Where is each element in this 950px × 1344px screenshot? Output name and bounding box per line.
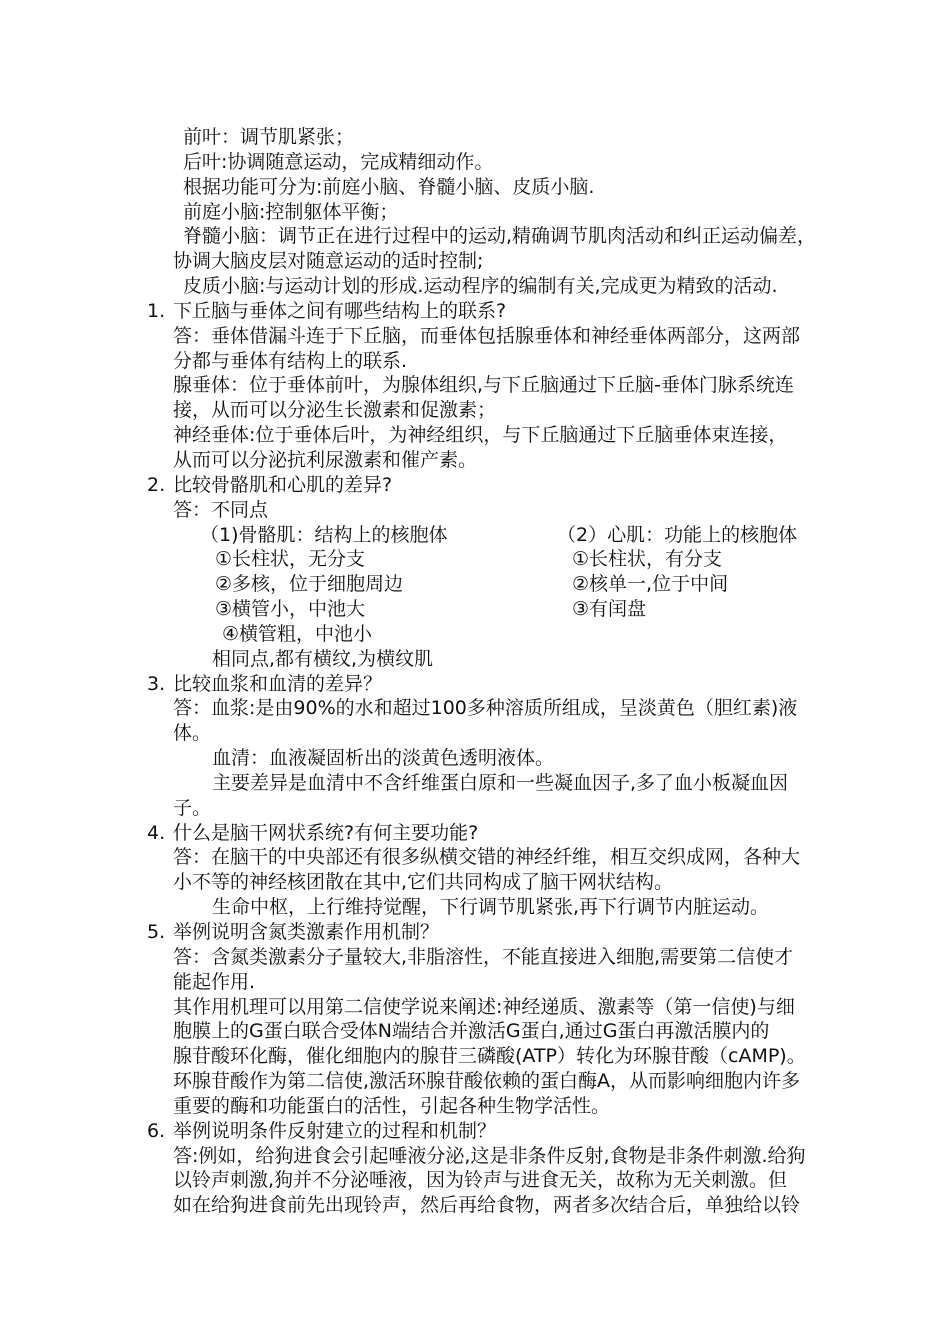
question-text: 下丘脑与垂体之间有哪些结构上的联系? [173, 299, 507, 322]
answer-line: 如在给狗进食前先出现铃声，然后再给食物，两者多次结合后，单独给以铃 [173, 1194, 801, 1217]
answer-line: 生命中枢，上行维持觉醒，下行调节肌紧张,再下行调节内脏运动。 [212, 896, 770, 919]
skeletal-muscle-item: ④横管粗，中池小 [222, 622, 373, 645]
answer-line: 血清：血液凝固析出的淡黄色透明液体。 [212, 747, 555, 770]
question-title [0, 299, 950, 324]
answer-line: 腺垂体：位于垂体前叶，为腺体组织,与下丘脑通过下丘脑-垂体门脉系统连 [173, 374, 794, 397]
comparison-row [0, 547, 950, 572]
answer-line: 小不等的神经核团散在其中,它们共同构成了脑干网状结构。 [173, 871, 674, 894]
question-text: 什么是脑干网状系统?有何主要功能? [173, 821, 479, 844]
question-number: 6. [147, 1119, 166, 1142]
comparison-row [0, 597, 950, 622]
answer-line: 腺苷酸环化酶，催化细胞内的腺苷三磷酸(ATP）转化为环腺苷酸（cAMP)。 [173, 1045, 806, 1068]
intro-line: 前庭小脑:控制躯体平衡； [183, 200, 399, 223]
answer-line: 其作用机理可以用第二信使学说来阐述:神经递质、激素等（第一信使)与细 [173, 995, 795, 1018]
answer-line: 环腺苷酸作为第二信使,激活环腺苷酸依赖的蛋白酶A，从而影响细胞内许多 [173, 1070, 801, 1093]
answer-line: 重要的酶和功能蛋白的活性，引起各种生物学活性。 [173, 1094, 611, 1117]
skeletal-muscle-item: ②多核，位于细胞周边 [215, 573, 404, 596]
comparison-row [0, 622, 950, 647]
question-title [0, 1119, 950, 1144]
question-text: 比较血浆和血清的差异？ [173, 672, 383, 695]
cardiac-muscle-heading: （2）心肌：功能上的核胞体 [557, 523, 798, 546]
document-page [0, 125, 950, 1218]
similarity-line: 相同点,都有横纹,为横纹肌 [212, 647, 434, 670]
question-title [0, 821, 950, 846]
intro-line: 协调大脑皮层对随意运动的适时控制; [173, 250, 484, 273]
answer-line: 答：在脑干的中央部还有很多纵横交错的神经纤维，相互交织成网，各种大 [173, 846, 801, 869]
intro-line: 后叶:协调随意运动，完成精细动作。 [183, 150, 494, 173]
intro-line: 前叶：调节肌紧张； [183, 126, 355, 148]
answer-line: 神经垂体:位于垂体后叶，为神经组织，与下丘脑通过下丘脑垂体束连接， [173, 424, 788, 447]
question-number: 1. [147, 299, 166, 322]
skeletal-muscle-item: ③横管小，中池大 [215, 598, 366, 621]
intro-line: 根据功能可分为:前庭小脑、脊髓小脑、皮质小脑. [183, 175, 595, 198]
cardiac-muscle-item: ③有闰盘 [572, 598, 647, 621]
answer-line: 接，从而可以分泌生长激素和促激素； [173, 399, 497, 422]
question-number: 4. [147, 821, 166, 844]
question-text: 举例说明含氮类激素作用机制？ [173, 921, 440, 943]
question-title [0, 473, 950, 498]
answer-line: 答：含氮类激素分子量较大,非脂溶性，不能直接进入细胞,需要第二信使才 [173, 945, 794, 968]
comparison-row [0, 572, 950, 597]
question-number: 5. [147, 921, 166, 943]
answer-line: 主要差异是血清中不含纤维蛋白原和一些凝血因子,多了血小板凝血因 [212, 771, 789, 794]
answer-line: 答：垂体借漏斗连于下丘脑，而垂体包括腺垂体和神经垂体两部分，这两部 [173, 324, 801, 347]
comparison-headings [0, 523, 950, 548]
answer-line: 体。 [173, 722, 212, 745]
answer-line: 分都与垂体有结构上的联系. [173, 349, 408, 372]
question-number: 2. [147, 473, 166, 496]
question-title [0, 672, 950, 697]
answer-line: 子。 [173, 796, 212, 819]
answer-line: 答：血浆:是由90%的水和超过100多种溶质所组成，呈淡黄色（胆红素)液 [173, 697, 798, 720]
question-text: 比较骨骼肌和心肌的差异? [173, 473, 393, 496]
question-title [0, 920, 950, 945]
answer-line: 答:例如，给狗进食会引起唾液分泌,这是非条件反射,食物是非条件刺激.给狗 [173, 1144, 806, 1167]
skeletal-muscle-heading: （1)骨骼肌：结构上的核胞体 [200, 523, 448, 546]
skeletal-muscle-item: ①长柱状，无分支 [215, 548, 366, 571]
answer-line: 能起作用. [173, 970, 256, 993]
question-text: 举例说明条件反射建立的过程和机制？ [173, 1119, 497, 1142]
answer-line: 胞膜上的G蛋白联合受体N端结合并激活G蛋白,通过G蛋白再激活膜内的 [173, 1020, 770, 1043]
cardiac-muscle-item: ②核单一,位于中间 [572, 573, 729, 596]
intro-line: 脊髓小脑：调节正在进行过程中的运动,精确调节肌肉活动和纠正运动偏差， [183, 225, 817, 248]
question-number: 3. [147, 672, 166, 695]
cardiac-muscle-item: ①长柱状，有分支 [572, 548, 723, 571]
answer-intro: 答：不同点 [173, 498, 269, 521]
answer-line: 以铃声刺激,狗并不分泌唾液，因为铃声与进食无关，故称为无关刺激。但 [173, 1169, 788, 1192]
intro-line: 皮质小脑:与运动计划的形成.运动程序的编制有关,完成更为精致的活动. [183, 275, 778, 298]
answer-line: 从而可以分泌抗利尿激素和催产素。 [173, 448, 478, 471]
